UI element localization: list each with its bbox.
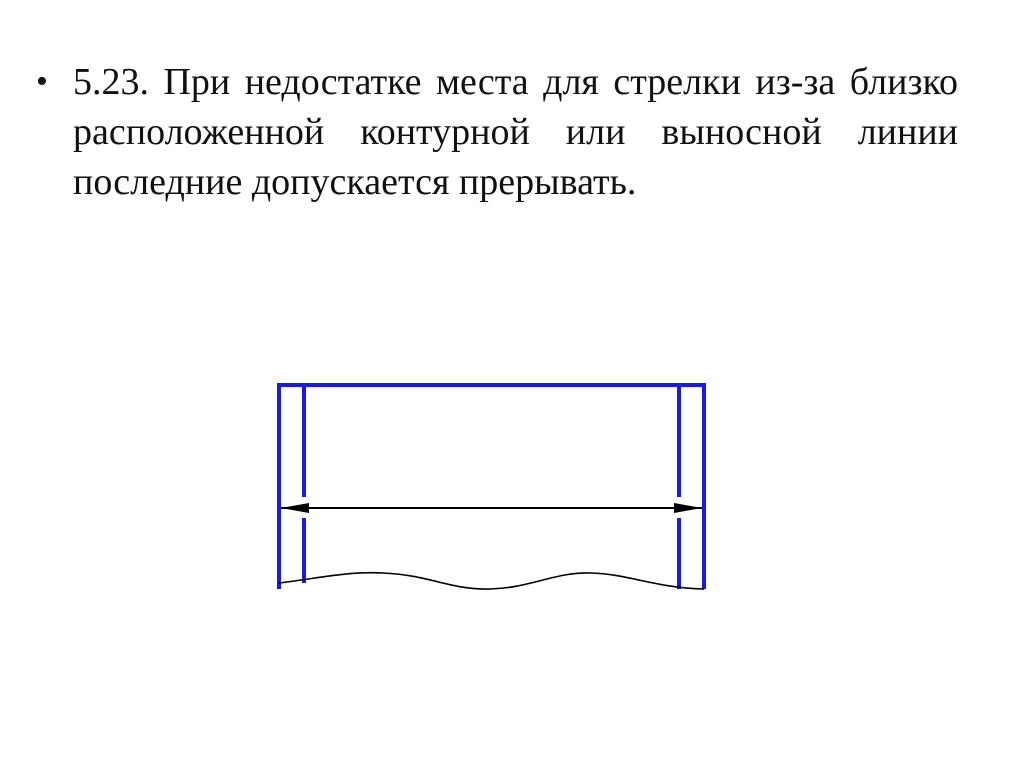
part-contour (279, 385, 704, 589)
bullet-dot: • (36, 63, 48, 100)
bullet-text: 5.23. При недостатке места для стрелки из-за близко расположенной контурной или выносной линии последние допускается прерывать. (73, 61, 958, 203)
break-line (279, 573, 704, 589)
